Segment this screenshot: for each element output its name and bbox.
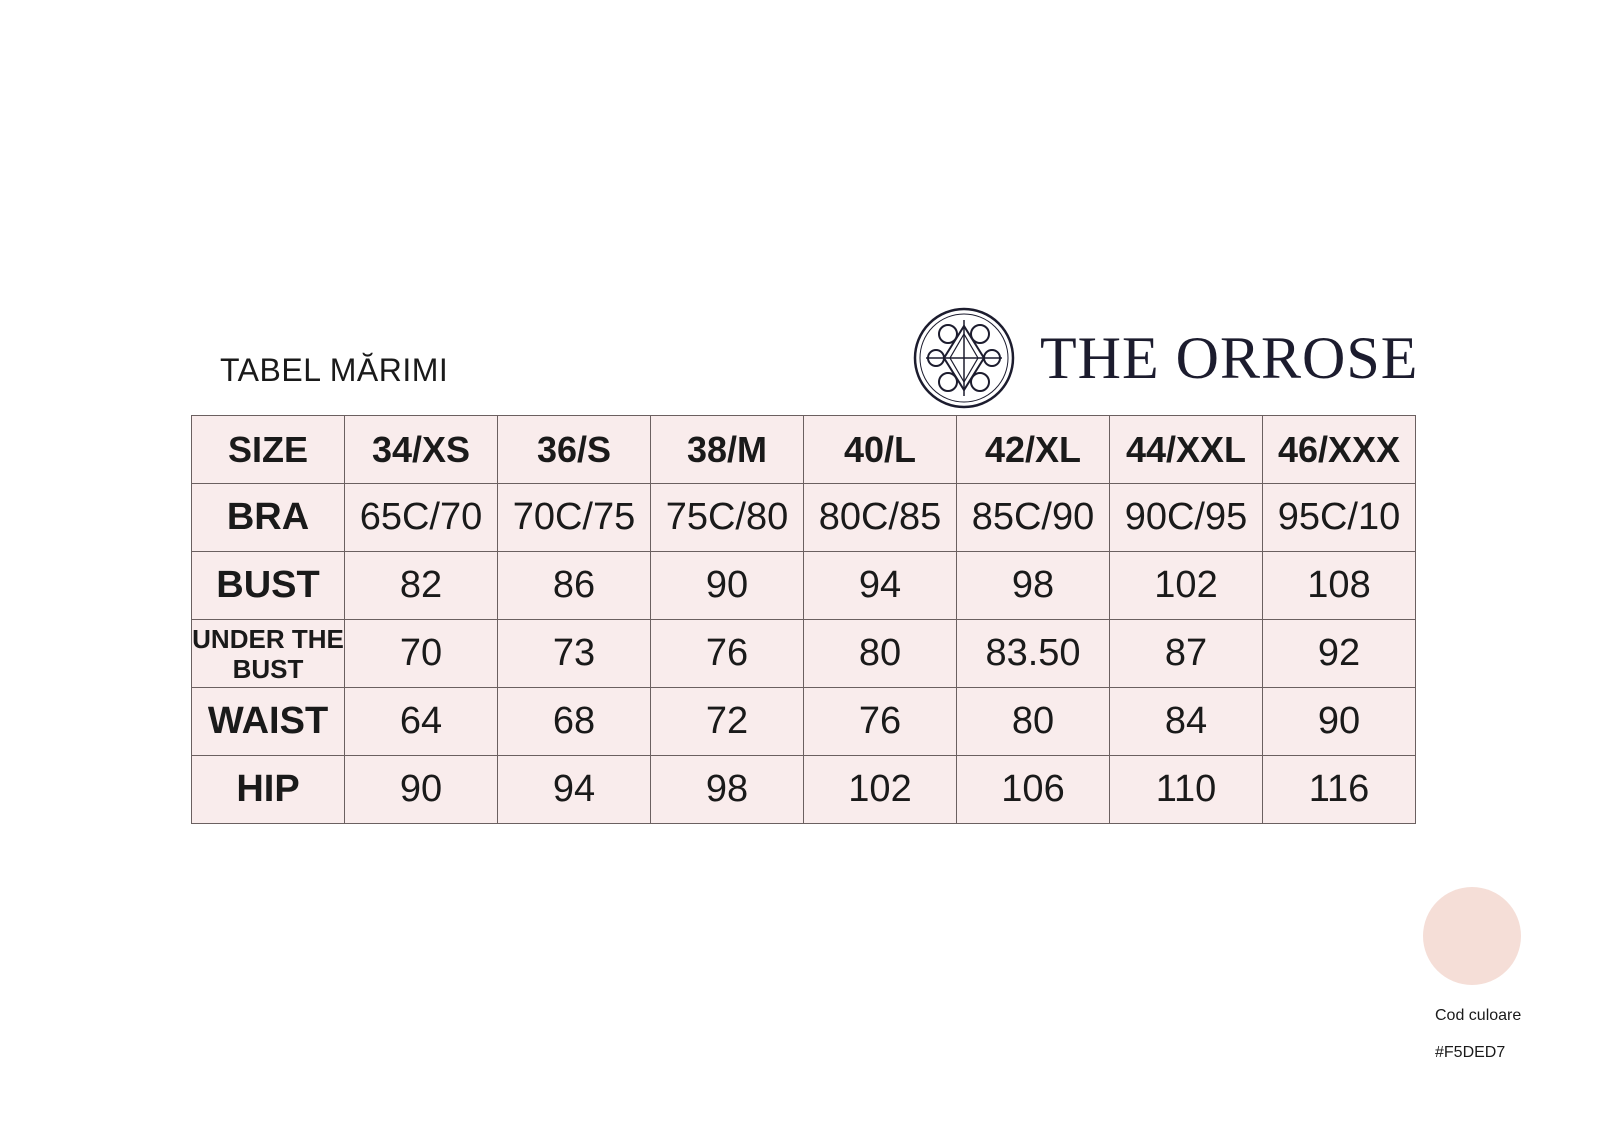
color-code-label: Cod culoare bbox=[1435, 1007, 1522, 1024]
table-cell: 108 bbox=[1263, 552, 1416, 620]
table-cell: 106 bbox=[957, 756, 1110, 824]
row-label: BRA bbox=[192, 484, 345, 552]
table-cell: 83.50 bbox=[957, 620, 1110, 688]
table-cell: 76 bbox=[804, 688, 957, 756]
color-code-value: #F5DED7 bbox=[1435, 1044, 1506, 1061]
table-cell: 76 bbox=[651, 620, 804, 688]
table-cell: 94 bbox=[498, 756, 651, 824]
table-row bbox=[192, 552, 1416, 620]
brand-wordmark: THE ORROSE bbox=[1040, 325, 1419, 391]
row-label: WAIST bbox=[192, 688, 345, 756]
color-swatch bbox=[1423, 887, 1521, 985]
table-cell: 116 bbox=[1263, 756, 1416, 824]
table-row bbox=[192, 756, 1416, 824]
table-cell: 72 bbox=[651, 688, 804, 756]
table-cell: 110 bbox=[1110, 756, 1263, 824]
table-cell: 95C/10 bbox=[1263, 484, 1416, 552]
table-cell: 102 bbox=[804, 756, 957, 824]
table-cell: 94 bbox=[804, 552, 957, 620]
table-cell: 75C/80 bbox=[651, 484, 804, 552]
table-cell: 68 bbox=[498, 688, 651, 756]
table-row bbox=[192, 484, 1416, 552]
size-column-header: 44/XXL bbox=[1110, 416, 1263, 484]
table-cell: 80 bbox=[804, 620, 957, 688]
ornamental-monogram-icon bbox=[912, 306, 1016, 410]
table-cell: 86 bbox=[498, 552, 651, 620]
table-cell: 65C/70 bbox=[345, 484, 498, 552]
row-label: BUST bbox=[192, 552, 345, 620]
table-cell: 70C/75 bbox=[498, 484, 651, 552]
size-table bbox=[191, 415, 1416, 824]
table-cell: 82 bbox=[345, 552, 498, 620]
size-column-header: 36/S bbox=[498, 416, 651, 484]
table-row bbox=[192, 620, 1416, 688]
table-cell: 98 bbox=[957, 552, 1110, 620]
table-cell: 90 bbox=[651, 552, 804, 620]
table-cell: 90C/95 bbox=[1110, 484, 1263, 552]
table-header-row bbox=[192, 416, 1416, 484]
table-cell: 92 bbox=[1263, 620, 1416, 688]
table-cell: 102 bbox=[1110, 552, 1263, 620]
size-column-header: 46/XXX bbox=[1263, 416, 1416, 484]
table-cell: 73 bbox=[498, 620, 651, 688]
table-corner-header: SIZE bbox=[192, 416, 345, 484]
size-column-header: 40/L bbox=[804, 416, 957, 484]
size-column-header: 34/XS bbox=[345, 416, 498, 484]
table-cell: 98 bbox=[651, 756, 804, 824]
size-column-header: 42/XL bbox=[957, 416, 1110, 484]
table-cell: 87 bbox=[1110, 620, 1263, 688]
table-cell: 64 bbox=[345, 688, 498, 756]
table-cell: 80C/85 bbox=[804, 484, 957, 552]
page-title: TABEL MĂRIMI bbox=[220, 352, 449, 388]
table-cell: 70 bbox=[345, 620, 498, 688]
table-cell: 84 bbox=[1110, 688, 1263, 756]
size-column-header: 38/M bbox=[651, 416, 804, 484]
table-cell: 85C/90 bbox=[957, 484, 1110, 552]
table-cell: 90 bbox=[1263, 688, 1416, 756]
table-cell: 90 bbox=[345, 756, 498, 824]
row-label: UNDER THE BUST bbox=[192, 620, 345, 688]
table-row bbox=[192, 688, 1416, 756]
row-label: HIP bbox=[192, 756, 345, 824]
table-cell: 80 bbox=[957, 688, 1110, 756]
